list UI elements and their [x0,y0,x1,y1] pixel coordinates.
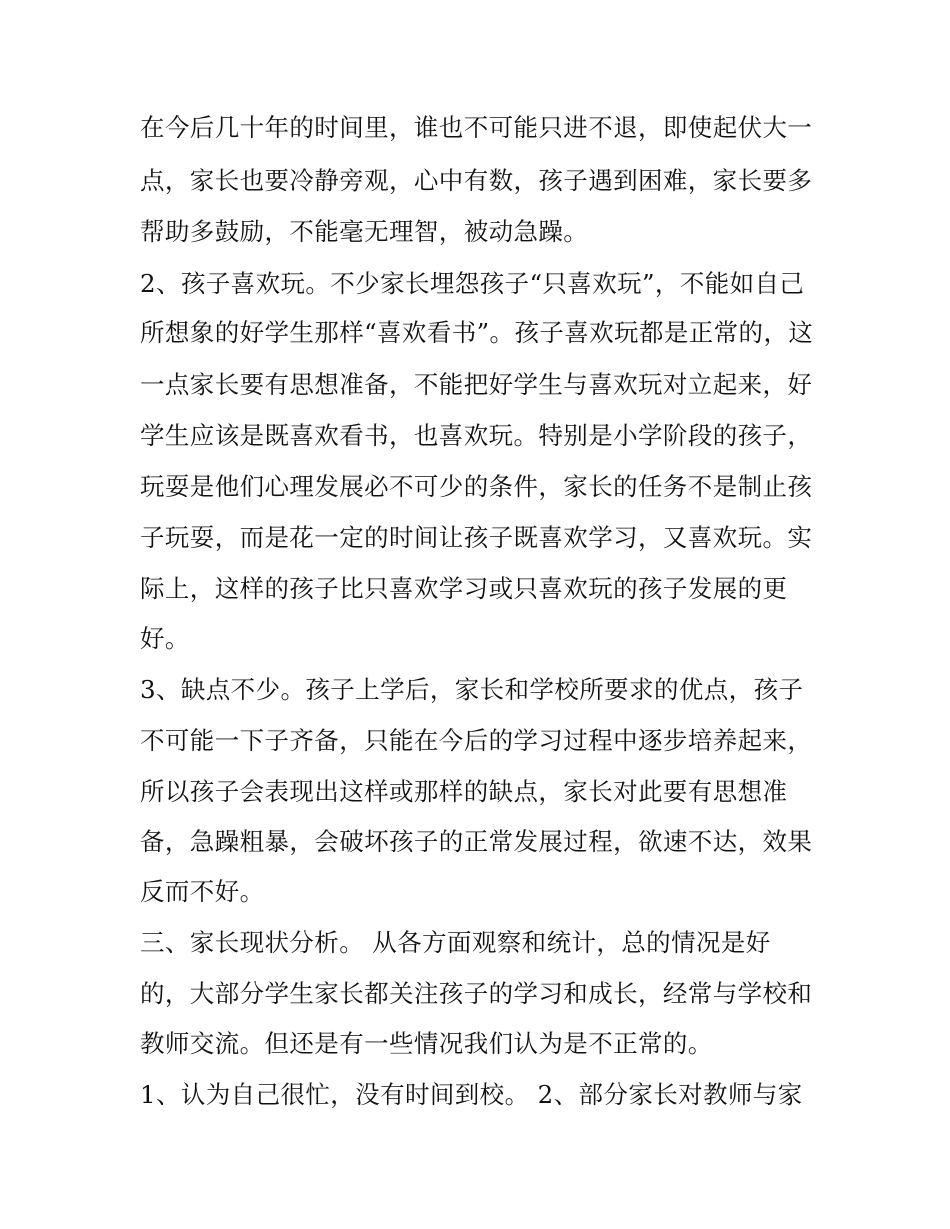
text-line: 2、孩子喜欢玩。不少家长埋怨孩子“只喜欢玩”，不能如自己 [140,269,805,298]
text-line: 玩耍是他们心理发展必不可少的条件，家长的任务不是制止孩 [140,472,813,501]
text-line: 点，家长也要冷静旁观，心中有数，孩子遇到困难，家长要多 [140,166,813,195]
text-line: 反而不好。 [140,877,265,906]
text-line: 3、缺点不少。孩子上学后，家长和学校所要求的优点，孩子 [140,675,804,704]
text-line: 三、家长现状分析。 从各方面观察和统计，总的情况是好 [140,928,771,957]
text-line: 子玩耍，而是花一定的时间让孩子既喜欢学习，又喜欢玩。实 [140,523,813,552]
text-line: 备，急躁粗暴，会破坏孩子的正常发展过程，欲速不达，效果 [140,827,813,856]
text-line: 教师交流。但还是有一些情况我们认为是不正常的。 [140,1029,713,1058]
text-line: 际上，这样的孩子比只喜欢学习或只喜欢玩的孩子发展的更 [140,574,788,603]
text-line: 帮助多鼓励，不能毫无理智，被动急躁。 [140,217,589,246]
text-line: 所想象的好学生那样“喜欢看书”。孩子喜欢玩都是正常的，这 [140,318,814,347]
text-line: 所以孩子会表现出这样或那样的缺点，家长对此要有思想准 [140,777,788,806]
text-line: 好。 [140,624,190,653]
text-line: 1、认为自己很忙，没有时间到校。 2、部分家长对教师与家 [140,1080,803,1109]
text-line: 在今后几十年的时间里，谁也不可能只进不退，即使起伏大一 [140,113,813,142]
text-line: 不可能一下子齐备，只能在今后的学习过程中逐步培养起来， [140,726,813,755]
text-line: 学生应该是既喜欢看书，也喜欢玩。特别是小学阶段的孩子， [140,421,813,450]
text-line: 一点家长要有思想准备，不能把好学生与喜欢玩对立起来，好 [140,370,813,399]
text-line: 的，大部分学生家长都关注孩子的学习和成长，经常与学校和 [140,979,813,1008]
